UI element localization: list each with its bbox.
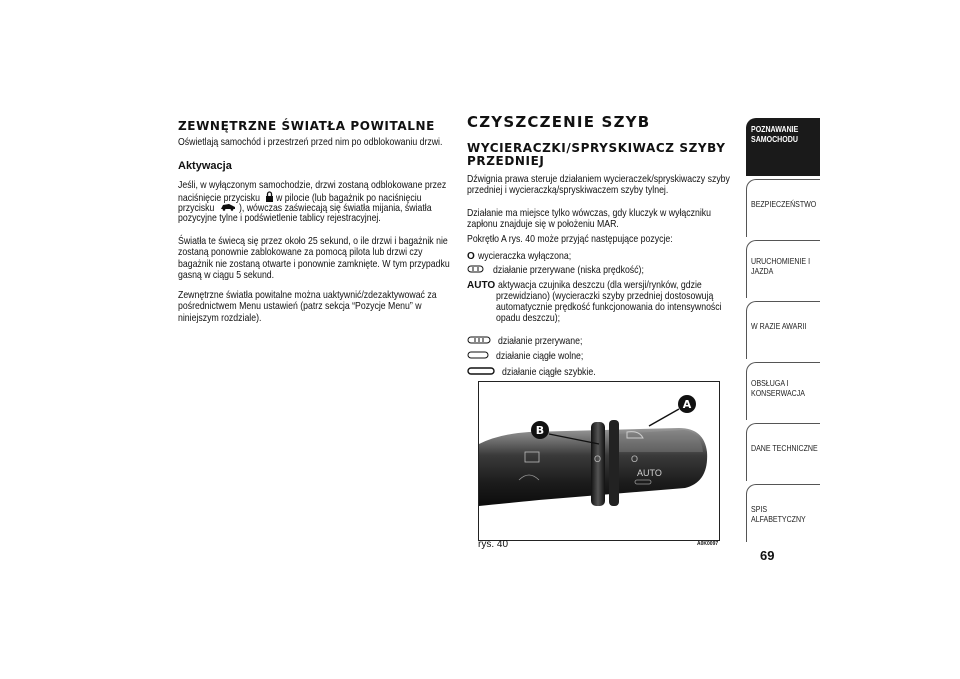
section-title-window-cleaning: CZYSZCZENIE SZYB [467,113,651,131]
tab-uruchomienie-jazda[interactable] [746,240,820,298]
tab-label: DANE TECHNICZNE [751,443,818,453]
tab-w-razie-awarii[interactable] [746,301,820,359]
page-number: 69 [760,548,775,563]
symbol-off: O [467,251,475,262]
menu-settings-paragraph: Zewnętrzne światła powitalne można uaktywnić/zdezaktywować za pośrednictwem Menu ustawień (patrz sekcja “Pozycje Menu” w niniejszym rozdziale). [178,290,437,324]
intermittent-low-icon [467,265,484,276]
list-item-text: działanie ciągłe wolne; [495,351,584,363]
ring-off-mark: O [594,454,602,464]
tab-label: URUCHOMIENIE I JAZDA [751,256,811,276]
list-item [467,251,589,262]
tab-bezpieczenstwo[interactable] [746,179,820,237]
line2-part-a: naciśnięcie przycisku [178,192,260,204]
activation-paragraph-line4: pozycyjne tylne i podświetlenie tablicy rejestracyjnej. [178,213,381,224]
list-item [467,351,600,363]
tab-obsluga-konserwacja[interactable] [746,362,820,420]
activation-subheading: Aktywacja [178,160,232,172]
subsection-title-line2: PRZEDNIEJ [467,154,545,168]
label-b: B [535,424,545,437]
figure-code: A0K0097 [697,541,719,547]
list-item [467,367,613,379]
list-item [496,291,755,302]
list-item [496,313,572,324]
dial-auto-text: AUTO [637,468,662,478]
list-item [467,280,741,291]
list-item-text: wycieraczka wyłączona; [477,251,571,262]
ignition-paragraph: Działanie ma miejsce tylko wówczas, gdy kluczyk w wyłączniku zapłonu znajduje się w położeniu MAR. [467,208,711,231]
dial-off-mark: O [631,454,639,464]
wiper-lever-figure [478,381,720,541]
continuous-fast-icon [467,367,495,378]
dial-positions-intro: Pokrętło A rys. 40 może przyjąć następujące pozycje: [467,234,673,245]
tab-dane-techniczne[interactable] [746,423,820,481]
tab-label: POZNAWANIE SAMOCHODU [751,124,799,144]
tab-label: OBSŁUGA I KONSERWACJA [751,378,805,398]
list-item [496,302,765,313]
list-item-text: automatycznie prędkość funkcjonowania do intensywności [496,302,722,313]
line3-part-b: ), wówczas zaświecają się światła mijania, światła [239,202,432,214]
line3-part-a: przycisku [178,202,215,214]
list-item-text: działanie przerywane (niska prędkość); [492,265,644,277]
section-title-welcome-lights: ZEWNĘTRZNE ŚWIATŁA POWITALNE [178,119,435,133]
list-item-text: działanie przerywane; [497,336,583,348]
tab-poznawanie-samochodu[interactable] [746,118,820,176]
list-item [467,336,598,348]
subsection-title-line1: WYCIERACZKI/SPRYSKIWACZ SZYBY [467,141,726,155]
list-item [467,265,673,277]
intermittent-icon [467,336,491,347]
line2-part-b: w pilocie (lub bagażnik po naciśnięciu [276,192,422,204]
continuous-slow-icon [467,351,489,362]
list-item-text: aktywacja czujnika deszczu (dla wersji/rynków, gdzie [498,280,702,291]
list-item-text: działanie ciągłe szybkie. [501,367,596,379]
tab-label: BEZPIECZEŃSTWO [751,199,817,209]
tab-label: SPIS ALFABETYCZNY [751,504,806,524]
tab-label: W RAZIE AWARII [751,321,807,331]
label-a: A [682,398,692,411]
list-item-text: przewidziano) (wycieraczki szyby przedniej dostosowują [496,291,714,302]
figure-caption: rys. 40 [478,539,509,550]
tab-spis-alfabetyczny[interactable] [746,484,820,542]
list-item-text: opadu deszczu); [496,313,561,324]
welcome-lights-intro: Oświetlają samochód i przestrzeń przed nim po odblokowaniu drzwi. [178,137,443,148]
lever-paragraph: Dźwignia prawa steruje działaniem wycieraczek/spryskiwaczy szyby przedniej i wycieraczką/spryskiwaczem szyby tylnej. [467,174,730,197]
symbol-auto: AUTO [467,280,496,291]
activation-paragraph-line1: Jeśli, w wyłączonym samochodzie, drzwi zostaną odblokowane przez [178,180,447,191]
duration-paragraph: Światła te świecą się przez około 25 sekund, o ile drzwi i bagażnik nie zostaną ponownie zablokowane za pomocą pilota lub drzwi czy bagażnik nie zostaną otwarte i ponownie zamknięte. W tym przypadku gasną w ciągu 5 sekund. [178,236,450,282]
wiper-lever-illustration [479,382,719,540]
